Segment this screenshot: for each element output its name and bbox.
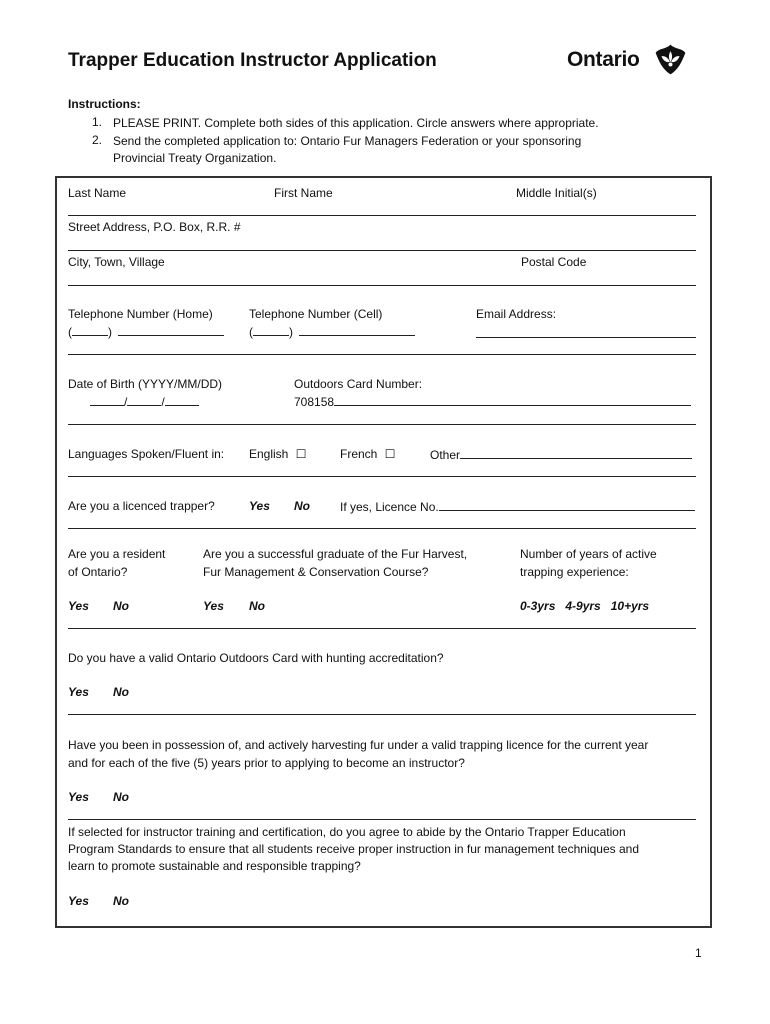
accreditation-no-option[interactable]: No (113, 685, 129, 699)
possession-yes-option[interactable]: Yes (68, 790, 89, 804)
english-option[interactable] (249, 447, 306, 461)
divider-line (68, 819, 696, 820)
city-field-line[interactable] (68, 285, 696, 286)
divider-line (68, 354, 696, 355)
name-field-line[interactable] (68, 215, 696, 216)
languages-label: Languages Spoken/Fluent in: (68, 447, 225, 461)
city-label: City, Town, Village (68, 255, 165, 269)
telephone-home-label: Telephone Number (Home) (68, 307, 213, 321)
first-name-label: First Name (274, 186, 333, 200)
abide-yes-option[interactable]: Yes (68, 894, 89, 908)
abide-question-line3: learn to promote sustainable and responsible trapping? (68, 859, 361, 873)
area-code-close: ) (289, 325, 293, 339)
telephone-cell-field[interactable] (249, 324, 415, 339)
abide-no-option[interactable]: No (113, 894, 129, 908)
telephone-cell-label: Telephone Number (Cell) (249, 307, 383, 321)
divider-line (68, 628, 696, 629)
graduate-no-option[interactable]: No (249, 599, 265, 613)
divider-line (68, 424, 696, 425)
resident-question-line1: Are you a resident (68, 547, 166, 561)
area-code-open: ( (249, 325, 253, 339)
licence-number-field[interactable] (340, 499, 695, 514)
graduate-question-line2: Fur Management & Conservation Course? (203, 565, 429, 579)
other-label: Other (430, 448, 461, 462)
french-label: French (340, 447, 378, 461)
outdoors-card-line (334, 394, 691, 406)
instruction-number: 1. (92, 115, 103, 129)
page-number: 1 (695, 946, 702, 960)
abide-question-line1: If selected for instructor training and certification, do you agree to abide by the Ontario Trapper Education (68, 825, 626, 839)
month-line (127, 394, 161, 406)
instruction-text: Send the completed application to: Ontario Fur Managers Federation or your sponsoring (113, 134, 582, 148)
possession-question-line2: and for each of the five (5) years prior to applying to become an instructor? (68, 756, 465, 770)
phone-number-line (299, 324, 415, 336)
year-line (90, 394, 124, 406)
area-code-open: ( (68, 325, 72, 339)
licenced-yes-option[interactable]: Yes (249, 499, 270, 513)
divider-line (68, 528, 696, 529)
possession-no-option[interactable]: No (113, 790, 129, 804)
street-address-field-line[interactable] (68, 250, 696, 251)
licence-number-label: If yes, Licence No. (340, 500, 439, 514)
phone-number-line (118, 324, 224, 336)
possession-question-line1: Have you been in possession of, and actively harvesting fur under a valid trapping licence for the current year (68, 738, 649, 752)
graduate-yes-option[interactable]: Yes (203, 599, 224, 613)
resident-question-line2: of Ontario? (68, 565, 128, 579)
area-code-line (72, 324, 108, 336)
licenced-trapper-question: Are you a licenced trapper? (68, 499, 215, 513)
french-checkbox[interactable]: ☐ (384, 447, 396, 461)
accreditation-yes-option[interactable]: Yes (68, 685, 89, 699)
instruction-text: Provincial Treaty Organization. (113, 151, 277, 165)
date-separator: / (124, 395, 128, 409)
english-label: English (249, 447, 289, 461)
email-field-line[interactable] (476, 337, 696, 338)
date-of-birth-label: Date of Birth (YYYY/MM/DD) (68, 377, 223, 391)
email-label: Email Address: (476, 307, 557, 321)
years-question-line2: trapping experience: (520, 565, 629, 579)
abide-question-line2: Program Standards to ensure that all students receive proper instruction in fur management techniques and (68, 842, 639, 856)
graduate-question-line1: Are you a successful graduate of the Fur Harvest, (203, 547, 468, 561)
instruction-number: 2. (92, 133, 103, 147)
day-line (165, 394, 199, 406)
outdoors-accreditation-question: Do you have a valid Ontario Outdoors Card with hunting accreditation? (68, 651, 444, 665)
french-option[interactable] (340, 447, 395, 461)
divider-line (68, 476, 696, 477)
english-checkbox[interactable]: ☐ (295, 447, 307, 461)
area-code-close: ) (108, 325, 112, 339)
licenced-no-option[interactable]: No (294, 499, 310, 513)
ontario-logo-text: Ontario (567, 48, 640, 71)
telephone-home-field[interactable] (68, 324, 224, 339)
page-title: Trapper Education Instructor Application (68, 50, 437, 71)
instructions-heading: Instructions: (68, 97, 141, 111)
outdoors-card-field[interactable] (294, 394, 691, 409)
years-experience-options[interactable]: 0-3yrs 4-9yrs 10+yrs (520, 599, 650, 613)
outdoors-card-prefix: 708158 (294, 395, 335, 409)
postal-code-label: Postal Code (521, 255, 587, 269)
area-code-line (253, 324, 289, 336)
instruction-text: PLEASE PRINT. Complete both sides of this application. Circle answers where appropriate. (113, 116, 599, 130)
date-separator: / (161, 395, 165, 409)
other-language-field[interactable] (430, 447, 692, 462)
last-name-label: Last Name (68, 186, 127, 200)
middle-initial-label: Middle Initial(s) (516, 186, 597, 200)
trillium-icon (654, 43, 687, 76)
date-of-birth-field[interactable] (90, 394, 199, 409)
street-address-label: Street Address, P.O. Box, R.R. # (68, 220, 241, 234)
outdoors-card-label: Outdoors Card Number: (294, 377, 423, 391)
divider-line (68, 714, 696, 715)
licence-number-line (439, 499, 695, 511)
resident-yes-option[interactable]: Yes (68, 599, 89, 613)
other-language-line (460, 447, 692, 459)
resident-no-option[interactable]: No (113, 599, 129, 613)
years-question-line1: Number of years of active (520, 547, 657, 561)
